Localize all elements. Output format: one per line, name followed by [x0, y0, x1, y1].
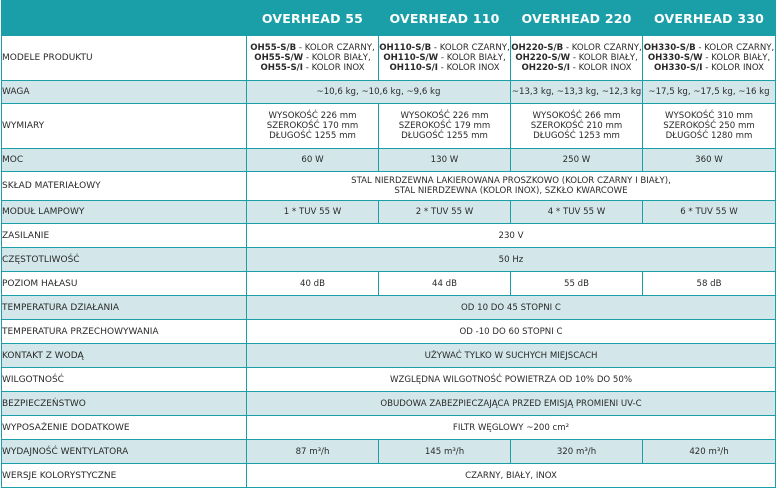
- moc-55: 60 W: [247, 149, 379, 172]
- halas-330: 58 dB: [643, 272, 776, 296]
- row-label: ZASILANIE: [2, 224, 247, 248]
- row-modele-produktu: [2, 36, 776, 81]
- row-poziom-halasu: [2, 272, 776, 296]
- header-row: [2, 1, 776, 36]
- row-temperatura-przechowywania: [2, 320, 776, 344]
- row-label: MODUŁ LAMPOWY: [2, 201, 247, 224]
- halas-55: 40 dB: [247, 272, 379, 296]
- row-temperatura-dzialania: [2, 296, 776, 320]
- spec-table: [1, 0, 776, 488]
- temp-przech-value: OD -10 DO 60 STOPNI C: [247, 320, 776, 344]
- model-list-110: OH110-S/B - KOLOR CZARNY, OH110-S/W - KOLOR BIAŁY, OH110-S/I - KOLOR INOX: [379, 36, 511, 81]
- wymiary-220: WYSOKOŚĆ 266 mm SZEROKOŚĆ 210 mm DŁUGOŚĆ 1253 mm: [511, 104, 643, 149]
- row-label: WYDAJNOŚĆ WENTYLATORA: [2, 440, 247, 464]
- model-list-55: OH55-S/B - KOLOR CZARNY, OH55-S/W - KOLOR BIAŁY, OH55-S/I - KOLOR INOX: [247, 36, 379, 81]
- row-label: KONTAKT Z WODĄ: [2, 344, 247, 368]
- row-label: POZIOM HAŁASU: [2, 272, 247, 296]
- wilgotnosc-value: WZGLĘDNA WILGOTNOŚĆ POWIETRZA OD 10% DO 50%: [247, 368, 776, 392]
- temp-dzialania-value: OD 10 DO 45 STOPNI C: [247, 296, 776, 320]
- row-label: CZĘSTOTLIWOŚĆ: [2, 248, 247, 272]
- waga-55-110: ~10,6 kg, ~10,6 kg, ~9,6 kg: [247, 81, 511, 104]
- modul-220: 4 * TUV 55 W: [511, 201, 643, 224]
- header-overhead-220: OVERHEAD 220: [511, 1, 643, 36]
- row-label: WAGA: [2, 81, 247, 104]
- wydajnosc-55: 87 m³/h: [247, 440, 379, 464]
- row-modul-lampowy: [2, 201, 776, 224]
- waga-220: ~13,3 kg, ~13,3 kg, ~12,3 kg: [511, 81, 643, 104]
- halas-220: 55 dB: [511, 272, 643, 296]
- row-wydajnosc-wentylatora: [2, 440, 776, 464]
- row-czestotliwosc: [2, 248, 776, 272]
- header-overhead-55: OVERHEAD 55: [247, 1, 379, 36]
- row-label: MODELE PRODUKTU: [2, 36, 247, 81]
- modul-110: 2 * TUV 55 W: [379, 201, 511, 224]
- sklad-value: STAL NIERDZEWNA LAKIEROWANA PROSZKOWO (KOLOR CZARNY I BIAŁY), STAL NIERDZEWNA (KOLOR INOX), SZKŁO KWARCOWE: [247, 172, 776, 201]
- row-kontakt-z-woda: [2, 344, 776, 368]
- waga-330: ~17,5 kg, ~17,5 kg, ~16 kg: [643, 81, 776, 104]
- halas-110: 44 dB: [379, 272, 511, 296]
- row-moc: [2, 149, 776, 172]
- row-label: WERSJE KOLORYSTYCZNE: [2, 464, 247, 488]
- modul-55: 1 * TUV 55 W: [247, 201, 379, 224]
- wymiary-55: WYSOKOŚĆ 226 mm SZEROKOŚĆ 170 mm DŁUGOŚĆ 1255 mm: [247, 104, 379, 149]
- czestotliwosc-value: 50 Hz: [247, 248, 776, 272]
- row-label: MOC: [2, 149, 247, 172]
- header-overhead-110: OVERHEAD 110: [379, 1, 511, 36]
- row-bezpieczenstwo: [2, 392, 776, 416]
- row-label: WILGOTNOŚĆ: [2, 368, 247, 392]
- row-wymiary: [2, 104, 776, 149]
- row-wilgotnosc: [2, 368, 776, 392]
- header-overhead-330: OVERHEAD 330: [643, 1, 776, 36]
- bezpieczenstwo-value: OBUDOWA ZABEZPIECZAJĄCA PRZED EMISJĄ PROMIENI UV-C: [247, 392, 776, 416]
- row-waga: [2, 81, 776, 104]
- row-label: SKŁAD MATERIAŁOWY: [2, 172, 247, 201]
- wersje-value: CZARNY, BIAŁY, INOX: [247, 464, 776, 488]
- header-corner: [2, 1, 247, 36]
- row-zasilanie: [2, 224, 776, 248]
- wydajnosc-110: 145 m³/h: [379, 440, 511, 464]
- row-label: WYPOSAŻENIE DODATKOWE: [2, 416, 247, 440]
- row-label: BEZPIECZEŃSTWO: [2, 392, 247, 416]
- wyposazenie-value: FILTR WĘGLOWY ~200 cm²: [247, 416, 776, 440]
- modul-330: 6 * TUV 55 W: [643, 201, 776, 224]
- model-list-220: OH220-S/B - KOLOR CZARNY, OH220-S/W - KOLOR BIAŁY, OH220-S/I - KOLOR INOX: [511, 36, 643, 81]
- wymiary-330: WYSOKOŚĆ 310 mm SZEROKOŚĆ 250 mm DŁUGOŚĆ 1280 mm: [643, 104, 776, 149]
- row-label: TEMPERATURA DZIAŁANIA: [2, 296, 247, 320]
- moc-220: 250 W: [511, 149, 643, 172]
- row-sklad-materialowy: [2, 172, 776, 201]
- wymiary-110: WYSOKOŚĆ 226 mm SZEROKOŚĆ 179 mm DŁUGOŚĆ 1255 mm: [379, 104, 511, 149]
- row-label: WYMIARY: [2, 104, 247, 149]
- model-list-330: OH330-S/B - KOLOR CZARNY, OH330-S/W - KOLOR BIAŁY, OH330-S/I - KOLOR INOX: [643, 36, 776, 81]
- wydajnosc-330: 420 m³/h: [643, 440, 776, 464]
- kontakt-value: UŻYWAĆ TYLKO W SUCHYCH MIEJSCACH: [247, 344, 776, 368]
- wydajnosc-220: 320 m³/h: [511, 440, 643, 464]
- moc-330: 360 W: [643, 149, 776, 172]
- row-label: TEMPERATURA PRZECHOWYWANIA: [2, 320, 247, 344]
- moc-110: 130 W: [379, 149, 511, 172]
- row-wersje-kolorystyczne: [2, 464, 776, 488]
- zasilanie-value: 230 V: [247, 224, 776, 248]
- row-wyposazenie-dodatkowe: [2, 416, 776, 440]
